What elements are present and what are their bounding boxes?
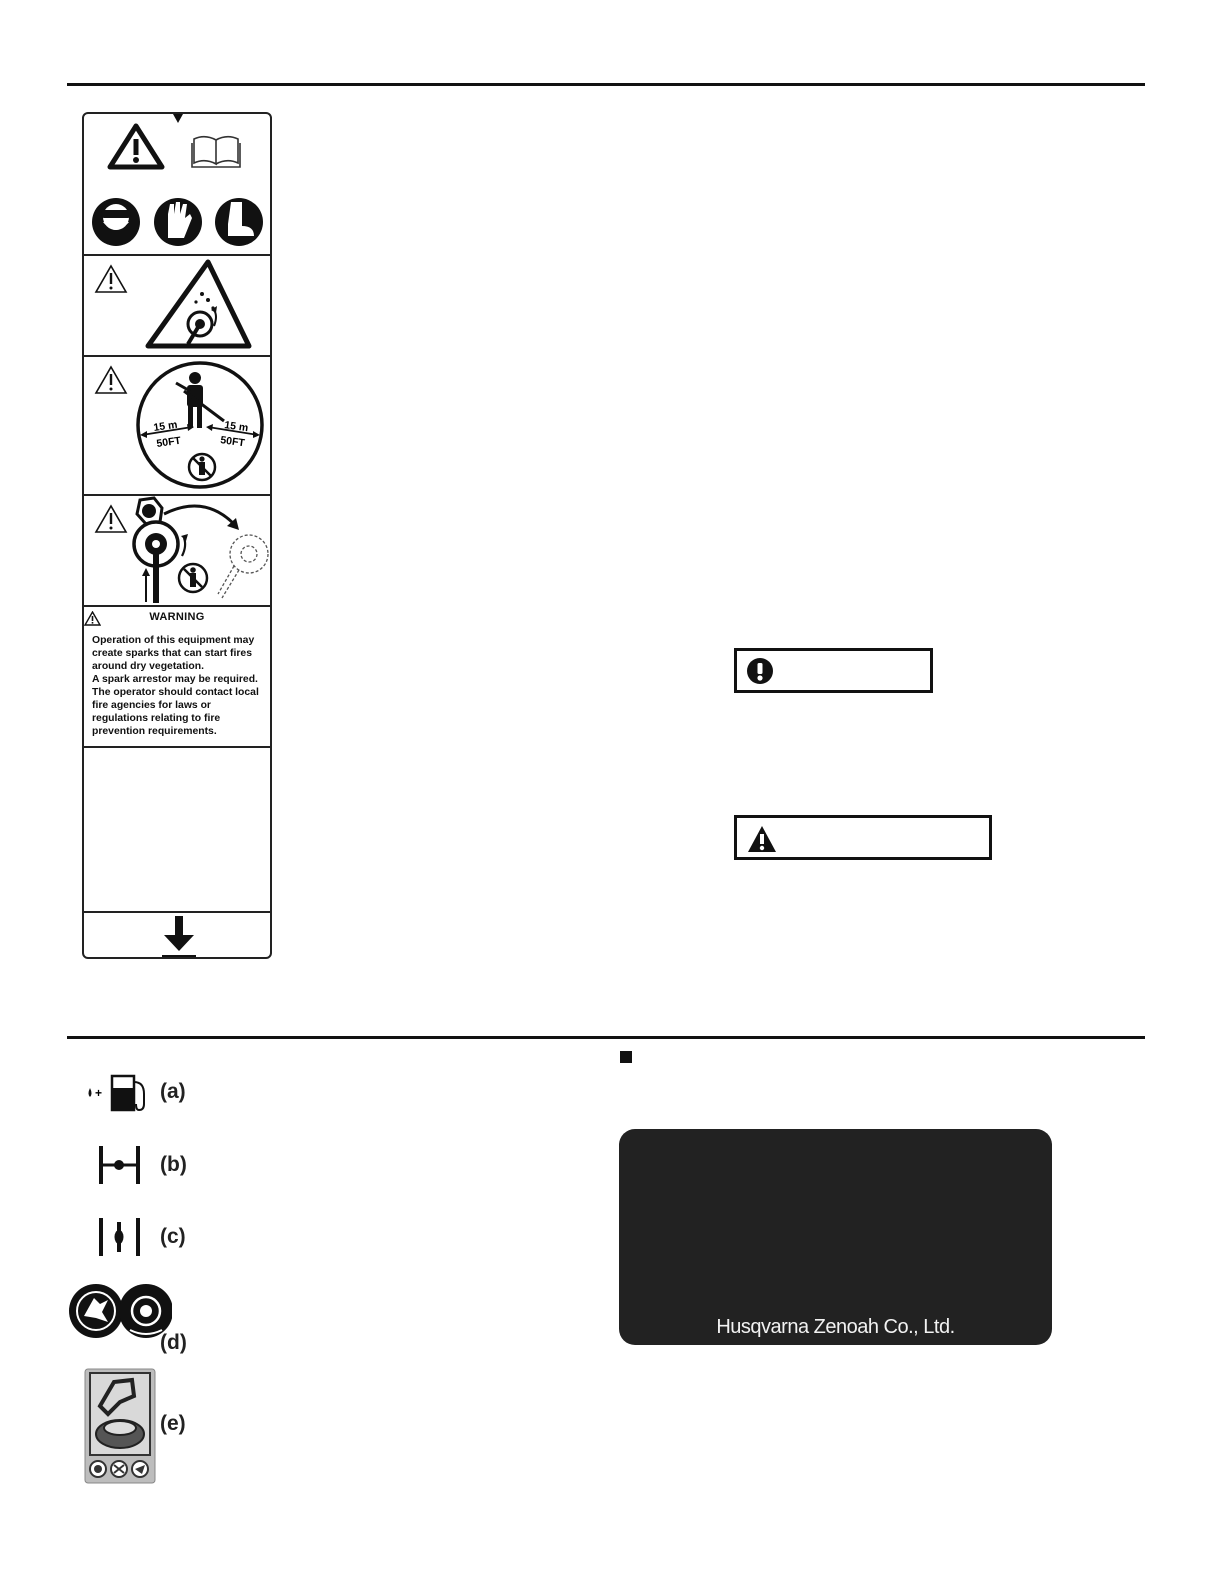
- panel-fire-warning: [84, 605, 270, 748]
- panel-blank: [84, 746, 270, 913]
- warning-line: The operator should contact local: [92, 687, 259, 698]
- distance-right-m: 15 m: [223, 419, 249, 435]
- top-rule: [67, 83, 1145, 86]
- warning-line: around dry vegetation.: [92, 661, 205, 672]
- notice-box: [734, 648, 933, 693]
- eye-ear-protection-icon: [92, 198, 140, 246]
- symbol-label-c: (c): [160, 1225, 186, 1248]
- distance-left-m: 15 m: [152, 418, 179, 434]
- section-bullet: [620, 1051, 632, 1063]
- small-warning-triangle-icon: [96, 367, 126, 393]
- small-warning-triangle-icon: [96, 266, 126, 292]
- warning-heading: [84, 611, 270, 623]
- middle-rule: [67, 1036, 1145, 1039]
- distance-right-ft: 50FT: [219, 434, 246, 450]
- panel-blade-thrust: [84, 494, 270, 607]
- warning-line: Operation of this equipment may: [92, 635, 255, 646]
- thrown-tool-outline-icon: [218, 535, 268, 598]
- symbol-label-e: (e): [160, 1412, 186, 1435]
- boots-icon: [215, 198, 263, 246]
- warning-text: [92, 634, 272, 738]
- thrown-objects-hazard-icon: [148, 262, 249, 346]
- small-warning-triangle-icon: [96, 506, 126, 532]
- thrust-arrow-icon: [164, 506, 239, 530]
- svg-text:+: +: [95, 1086, 103, 1100]
- company-name: Husqvarna Zenoah Co., Ltd.: [716, 1316, 955, 1338]
- approved-cutting-tools-icon: [68, 1282, 172, 1340]
- choke-closed-icon: [96, 1216, 144, 1258]
- push-arrow-icon: [142, 568, 150, 602]
- warning-label-strip: [82, 112, 272, 959]
- exclamation-circle-icon: [747, 658, 773, 684]
- down-arrow-icon: [162, 916, 196, 957]
- cutting-head-icon: [134, 522, 178, 603]
- manufacturer-plate: [619, 1129, 1052, 1345]
- warning-line: regulations relating to fire: [92, 713, 221, 724]
- warning-line: fire agencies for laws or: [92, 700, 211, 711]
- warning-title: WARNING: [149, 611, 205, 623]
- gloves-icon: [154, 198, 202, 246]
- symbol-label-b: (b): [160, 1153, 187, 1176]
- warning-line: A spark arrestor may be required.: [92, 674, 258, 685]
- warning-triangle-icon: [84, 611, 101, 626]
- warning-box: [734, 815, 992, 860]
- no-bystanders-icon: [189, 454, 215, 480]
- rotation-arrow-icon: [181, 534, 188, 556]
- manual-book-icon: [192, 137, 240, 167]
- choke-open-icon: [96, 1144, 144, 1186]
- fuel-mix-icon: [84, 1070, 154, 1112]
- symbol-label-d: (d): [160, 1331, 187, 1354]
- warning-line: create sparks that can start fires: [92, 648, 252, 659]
- warning-triangle-icon: [110, 126, 162, 167]
- trimmer-head-guard-icon: [84, 1368, 156, 1484]
- distance-left-ft: 50FT: [155, 434, 182, 450]
- operator-figure-icon: [176, 372, 224, 428]
- panel-thrown-objects: [84, 254, 270, 357]
- panel-down-arrow: [84, 911, 270, 959]
- panel-safety-distance: [84, 355, 270, 496]
- panel-read-manual-ppe: [84, 114, 270, 256]
- warning-line: prevention requirements.: [92, 726, 217, 737]
- no-bystanders-icon: [179, 564, 207, 592]
- warning-triangle-icon: [747, 825, 777, 853]
- obstacle-icon: [137, 498, 162, 524]
- symbol-label-a: (a): [160, 1080, 186, 1103]
